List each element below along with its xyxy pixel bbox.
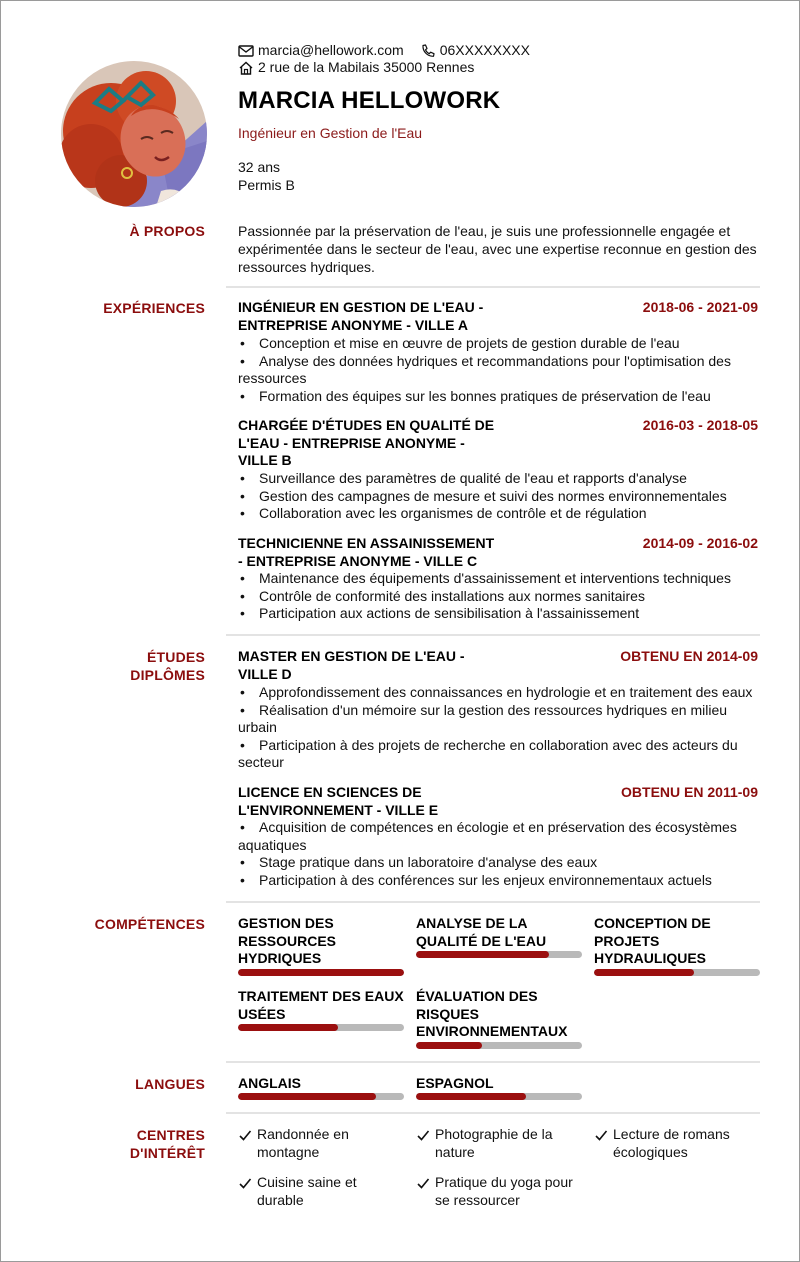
experience-dates: 2018-06 - 2021-09 — [642, 299, 758, 315]
list-item: • Formation des équipes sur les bonnes pratiques de préservation de l'eau — [238, 388, 760, 406]
check-icon — [238, 1126, 257, 1161]
list-item: • Analyse des données hydriques et recommandations pour l'optimisation des ressources — [238, 353, 760, 388]
skill-bar-fill — [238, 969, 404, 976]
divider — [226, 1112, 760, 1114]
education-title: MASTER EN GESTION DE L'EAU - VILLE D — [238, 648, 465, 682]
divider — [226, 286, 760, 288]
experience-title: TECHNICIENNE EN ASSAINISSEMENT - ENTREPRISE ANONYME - VILLE C — [238, 535, 495, 569]
list-item: • Surveillance des paramètres de qualité de l'eau et rapports d'analyse — [238, 470, 760, 488]
language-bar — [416, 1093, 582, 1100]
divider — [226, 1061, 760, 1063]
check-icon — [238, 1174, 257, 1209]
check-icon — [594, 1126, 613, 1161]
profile-photo — [61, 61, 207, 207]
about-text: Passionnée par la préservation de l'eau, je suis une professionnelle engagée et expérimentée dans le secteur de l'eau, avec une expertise reconnue en gestion des ressources hydriques. — [238, 223, 757, 275]
skill-bar — [416, 951, 582, 958]
check-icon — [416, 1174, 435, 1209]
section-label-about: À PROPOS — [129, 223, 205, 239]
list-item: • Approfondissement des connaissances en hydrologie et en traitement des eaux — [238, 684, 760, 702]
list-item: • Contrôle de conformité des installations aux normes sanitaires — [238, 588, 760, 606]
divider — [226, 901, 760, 903]
interest-item: Photographie de la nature — [416, 1126, 553, 1161]
skill-bar — [416, 1042, 582, 1049]
experience-title: INGÉNIEUR EN GESTION DE L'EAU - ENTREPRISE ANONYME - VILLE A — [238, 299, 484, 333]
divider — [226, 634, 760, 636]
skill-item: GESTION DES RESSOURCES HYDRIQUES — [238, 915, 404, 977]
education-dates: OBTENU EN 2011-09 — [621, 784, 758, 800]
education-bullets — [238, 684, 760, 772]
list-item: • Participation à des projets de recherche en collaboration avec des acteurs du secteur — [238, 737, 760, 772]
interest-item: Cuisine saine et durable — [238, 1174, 357, 1209]
language-bar-fill — [238, 1093, 376, 1100]
section-label-languages: LANGUES — [135, 1076, 205, 1092]
education-title: LICENCE EN SCIENCES DE L'ENVIRONNEMENT - VILLE E — [238, 784, 439, 818]
mail-icon — [238, 44, 254, 58]
experience-bullets — [238, 470, 760, 523]
contact-line-1 — [238, 42, 530, 59]
list-item: • Participation à des conférences sur les enjeux environnementaux actuels — [238, 872, 760, 890]
skill-item: CONCEPTION DE PROJETS HYDRAULIQUES — [594, 915, 760, 977]
section-label-experience: EXPÉRIENCES — [103, 300, 205, 316]
driving-license: Permis B — [238, 177, 295, 193]
personal-info — [238, 158, 295, 194]
skill-bar — [238, 969, 404, 976]
skill-bar-fill — [416, 1042, 482, 1049]
list-item: • Participation aux actions de sensibilisation à l'assainissement — [238, 605, 760, 623]
education-dates: OBTENU EN 2014-09 — [620, 648, 758, 664]
experience-dates: 2016-03 - 2018-05 — [642, 417, 758, 433]
list-item: • Stage pratique dans un laboratoire d'analyse des eaux — [238, 854, 760, 872]
interest-item: Lecture de romans écologiques — [594, 1126, 730, 1161]
experience-title: CHARGÉE D'ÉTUDES EN QUALITÉ DE L'EAU - ENTREPRISE ANONYME - VILLE B — [238, 417, 495, 468]
skill-item: ANALYSE DE LA QUALITÉ DE L'EAU — [416, 915, 582, 960]
email[interactable]: marcia@hellowork.com — [258, 42, 404, 58]
list-item: • Acquisition de compétences en écologie et en préservation des écosystèmes aquatiques — [238, 819, 760, 854]
education-bullets — [238, 819, 760, 889]
skill-item: ÉVALUATION DES RISQUES ENVIRONNEMENTAUX — [416, 988, 582, 1050]
age: 32 ans — [238, 159, 281, 175]
list-item: • Gestion des campagnes de mesure et suivi des normes environnementales — [238, 488, 760, 506]
language-item: ANGLAIS — [238, 1075, 404, 1103]
list-item: • Réalisation d'un mémoire sur la gestion des ressources hydriques en milieu urbain — [238, 702, 760, 737]
contact-line-2 — [238, 59, 474, 76]
check-icon — [416, 1126, 435, 1161]
home-icon — [238, 61, 254, 75]
experience-bullets — [238, 570, 760, 623]
interest-item: Pratique du yoga pour se ressourcer — [416, 1174, 573, 1209]
section-label-interests: CENTRES D'INTÉRÊT — [129, 1127, 205, 1161]
section-label-skills: COMPÉTENCES — [94, 916, 205, 932]
skill-bar-fill — [594, 969, 694, 976]
phone[interactable]: 06XXXXXXXX — [439, 42, 530, 58]
skill-item: TRAITEMENT DES EAUX USÉES — [238, 988, 404, 1033]
address: 2 rue de la Mabilais 35000 Rennes — [258, 59, 475, 75]
skill-bar — [238, 1024, 404, 1031]
experience-bullets — [238, 335, 760, 405]
section-label-education: ÉTUDES DIPLÔMES — [130, 649, 205, 683]
language-item: ESPAGNOL — [416, 1075, 582, 1103]
list-item: • Collaboration avec les organismes de contrôle et de régulation — [238, 505, 760, 523]
list-item: • Maintenance des équipements d'assainissement et interventions techniques — [238, 570, 760, 588]
skill-bar — [594, 969, 760, 976]
language-bar — [238, 1093, 404, 1100]
skill-bar-fill — [416, 951, 549, 958]
candidate-name: MARCIA HELLOWORK — [238, 87, 501, 114]
experience-dates: 2014-09 - 2016-02 — [642, 535, 758, 551]
skill-bar-fill — [238, 1024, 338, 1031]
job-title: Ingénieur en Gestion de l'Eau — [238, 125, 423, 141]
list-item: • Conception et mise en œuvre de projets de gestion durable de l'eau — [238, 335, 760, 353]
phone-icon — [420, 44, 436, 58]
language-bar-fill — [416, 1093, 526, 1100]
interest-item: Randonnée en montagne — [238, 1126, 349, 1161]
